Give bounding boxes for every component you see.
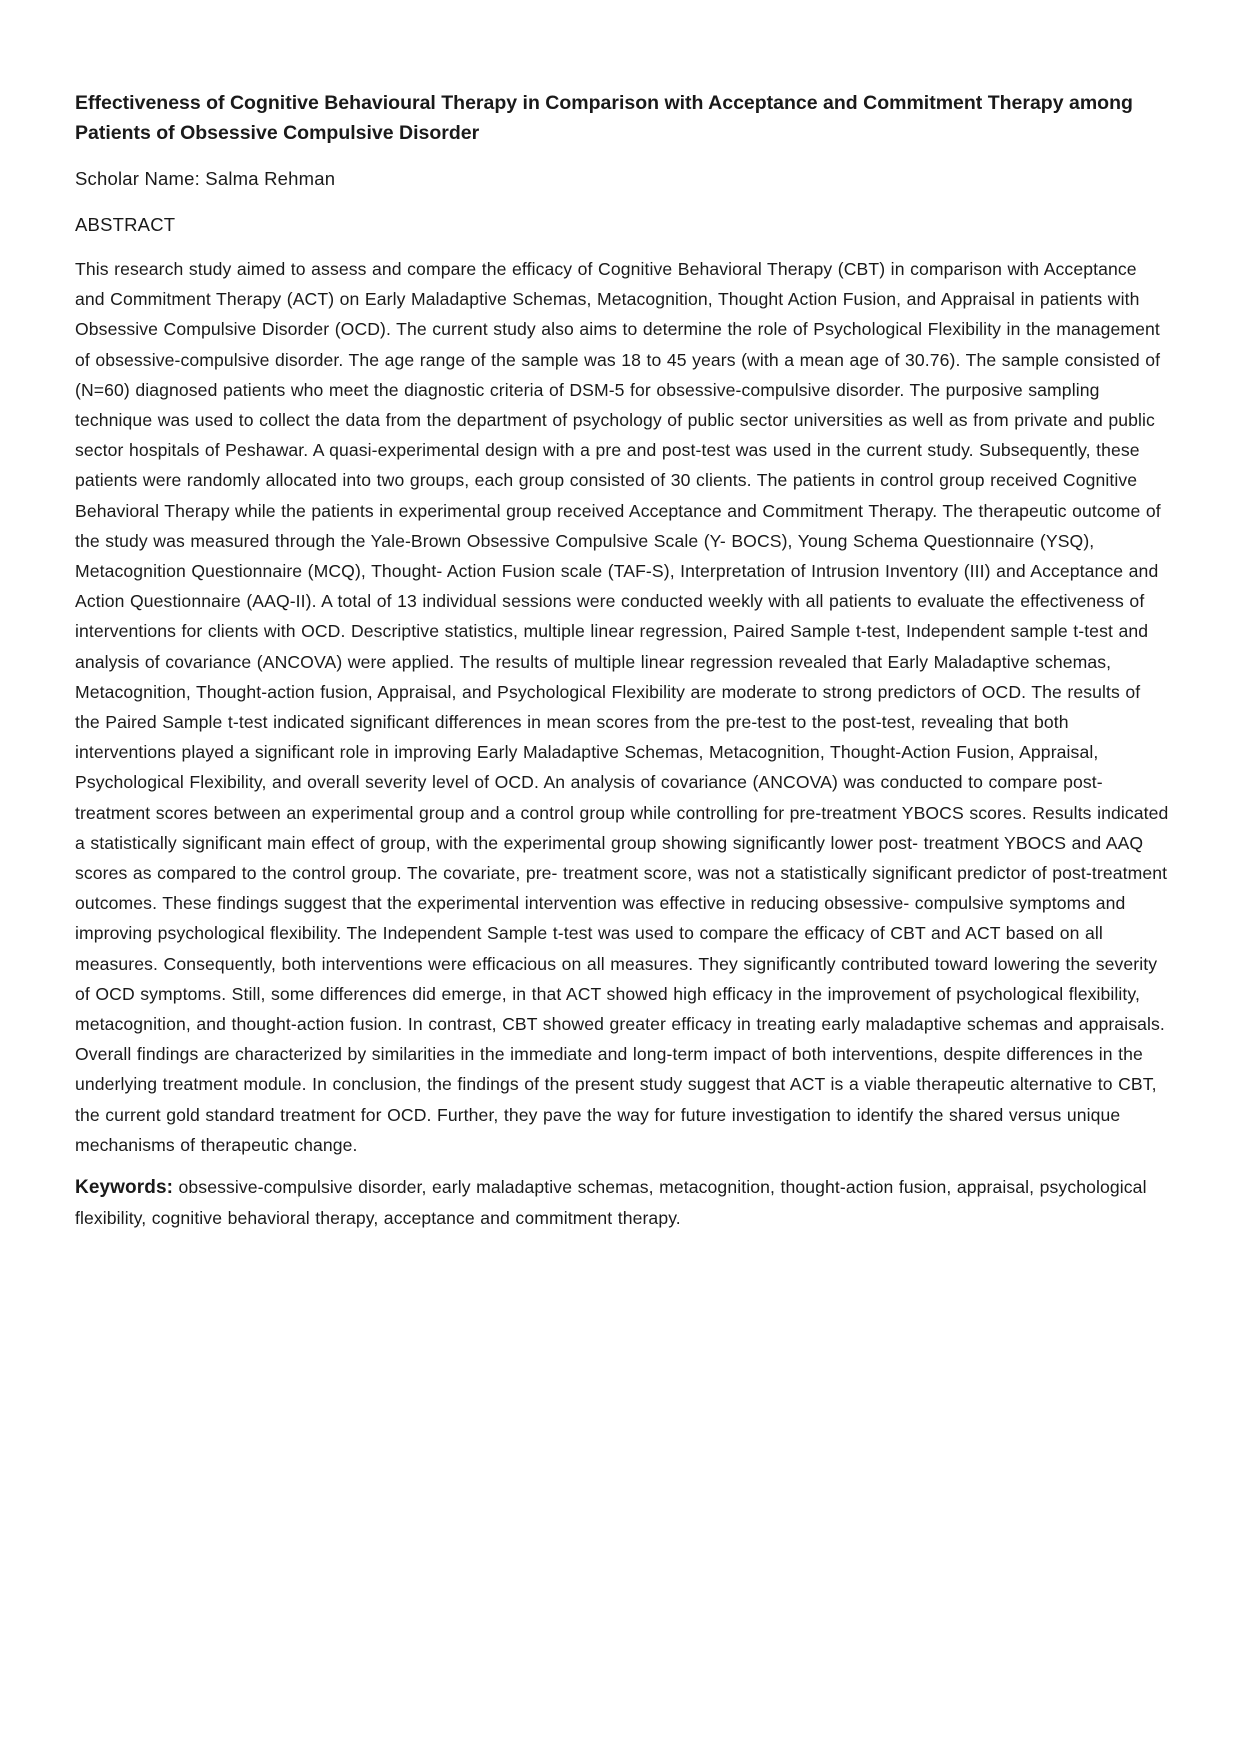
- abstract-body: This research study aimed to assess and compare the efficacy of Cognitive Behavioral Therapy (CBT) in comparison with Acceptance and Commitment Therapy (ACT) on Early Maladaptive Schemas, Metacognition, Thought Action Fusion, and Appraisal in patients with Obsessive Compulsive Disorder (OCD). The current study also aims to determine the role of Psychological Flexibility in the management of obsessive-compulsive disorder. The age range of the sample was 18 to 45 years (with a mean age of 30.76). The sample consisted of (N=60) diagnosed patients who meet the diagnostic criteria of DSM-5 for obsessive-compulsive disorder. The purposive sampling technique was used to collect the data from the department of psychology of public sector universities as well as from private and public sector hospitals of Peshawar. A quasi-experimental design with a pre and post-test was used in the current study. Subsequently, these patients were randomly allocated into two groups, each group consisted of 30 clients. The patients in control group received Cognitive Behavioral Therapy while the patients in experimental group received Acceptance and Commitment Therapy. The therapeutic outcome of the study was measured through the Yale-Brown Obsessive Compulsive Scale (Y- BOCS), Young Schema Questionnaire (YSQ), Metacognition Questionnaire (MCQ), Thought- Action Fusion scale (TAF-S), Interpretation of Intrusion Inventory (III) and Acceptance and Action Questionnaire (AAQ-II). A total of 13 individual sessions were conducted weekly with all patients to evaluate the effectiveness of interventions for clients with OCD. Descriptive statistics, multiple linear regression, Paired Sample t-test, Independent sample t-test and analysis of covariance (ANCOVA) were applied. The results of multiple linear regression revealed that Early Maladaptive schemas, Metacognition, Thought-action fusion, Appraisal, and Psychological Flexibility are moderate to strong predictors of OCD. The results of the Paired Sample t-test indicated significant differences in mean scores from the pre-test to the post-test, revealing that both interventions played a significant role in improving Early Maladaptive Schemas, Metacognition, Thought-Action Fusion, Appraisal, Psychological Flexibility, and overall severity level of OCD. An analysis of covariance (ANCOVA) was conducted to compare post-treatment scores between an experimental group and a control group while controlling for pre-treatment YBOCS scores. Results indicated a statistically significant main effect of group, with the experimental group showing significantly lower post- treatment YBOCS and AAQ scores as compared to the control group. The covariate, pre- treatment score, was not a statistically significant predictor of post-treatment outcomes. These findings suggest that the experimental intervention was effective in reducing obsessive- compulsive symptoms and improving psychological flexibility. The Independent Sample t-test was used to compare the efficacy of CBT and ACT based on all measures. Consequently, both interventions were efficacious on all measures. They significantly contributed toward lowering the severity of OCD symptoms. Still, some differences did emerge, in that ACT showed high efficacy in the improvement of psychological flexibility, metacognition, and thought-action fusion. In contrast, CBT showed greater efficacy in treating early maladaptive schemas and appraisals. Overall findings are characterized by similarities in the immediate and long-term impact of both interventions, despite differences in the underlying treatment module. In conclusion, the findings of the present study suggest that ACT is a viable therapeutic alternative to CBT, the current gold standard treatment for OCD. Further, they pave the way for future investigation to identify the shared versus unique mechanisms of therapeutic change.: [75, 259, 1169, 1155]
- keywords-label: Keywords:: [75, 1177, 174, 1199]
- document-title: Effectiveness of Cognitive Behavioural Therapy in Comparison with Acceptance and Commitment Therapy among Patients of Obsessive Compulsive Disorder: [75, 92, 1133, 144]
- scholar-name: Scholar Name: Salma Rehman: [75, 168, 336, 189]
- abstract-heading: ABSTRACT: [75, 214, 176, 235]
- document-page: [75, 88, 1170, 1234]
- keywords-paragraph: [75, 1172, 1170, 1233]
- keywords-list: obsessive-compulsive disorder, early maladaptive schemas, metacognition, thought-action fusion, appraisal, psychological flexibility, cognitive behavioral therapy, acceptance and commitment therapy.: [75, 1177, 1147, 1229]
